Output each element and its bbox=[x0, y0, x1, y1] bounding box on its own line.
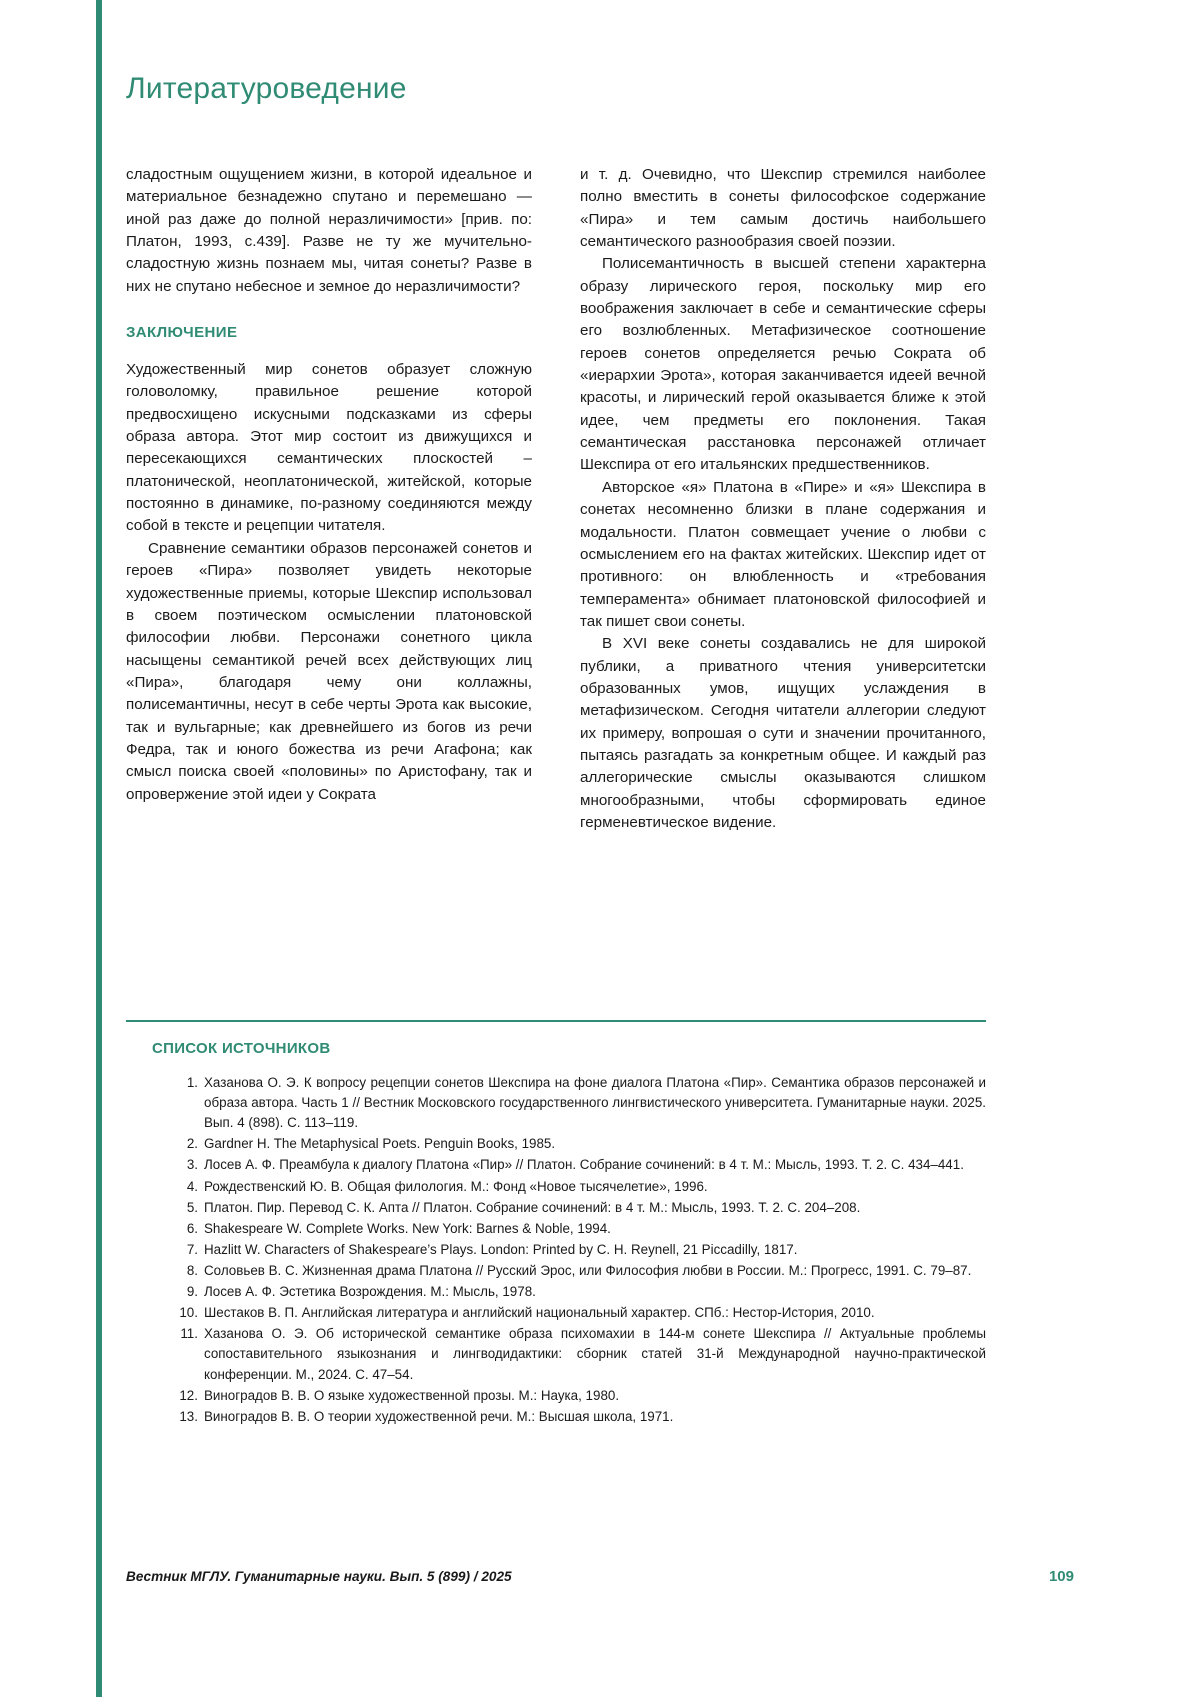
list-item: Соловьев В. С. Жизненная драма Платона // Русский Эрос, или Философия любви в России. М.: Прогресс, 1991. С. 79–87. bbox=[204, 1262, 972, 1278]
list-item: Виноградов В. В. О теории художественной речи. М.: Высшая школа, 1971. bbox=[204, 1408, 674, 1424]
list-item: Hazlitt W. Characters of Shakespeare’s Plays. London: Printed by C. H. Reynell, 21 Piccadilly, 1817. bbox=[204, 1241, 798, 1257]
page-title: Литературоведение bbox=[126, 72, 407, 105]
paragraph: Авторское «я» Платона в «Пире» и «я» Шекспира в сонетах несомненно близки в плане содержания и модальности. Платон совмещает учение о любви с осмыслением его на фактах житейских. Шекспир идет от противного: он влюбленность и «требования темперамента» обнимает платоновской философией и так пишет свои сонеты. bbox=[580, 478, 986, 630]
paragraph: Сравнение семантики образов персонажей сонетов и героев «Пира» позволяет увидеть некоторые художественные приемы, которые Шекспир использовал в своем поэтическом осмыслении платоновской философии любви. Персонажи сонетного цикла насыщены семантикой речей всех действующих лиц «Пира», благодаря чему они коллажны, полисемантичны, несут в себе черты Эрота как высокие, так и вульгарные; как древнейшего из богов из речи Федра, так и юного божества из речи Агафона; как смысл поиска своей «половины» по Аристофану, так и опровержение этой идеи у Сократа bbox=[126, 539, 532, 803]
paragraph: Художественный мир сонетов образует сложную головоломку, правильное решение которой предвосхищено искусными подсказками из сферы образа автора. Этот мир состоит из движущихся и пересекающихся семантических плоскостей – платонической, неоплатонической, житейской, которые постоянно в динамике, по-разному соединяются между собой в тексте и рецепции читателя. bbox=[126, 361, 532, 535]
list-item: Gardner H. The Metaphysical Poets. Penguin Books, 1985. bbox=[204, 1136, 556, 1152]
list-item: Шестаков В. П. Английская литература и английский национальный характер. СПб.: Нестор-История, 2010. bbox=[204, 1305, 875, 1321]
page-footer bbox=[126, 1568, 1074, 1585]
references-list bbox=[126, 1073, 986, 1427]
column-right bbox=[580, 164, 986, 834]
references-section bbox=[126, 1020, 986, 1428]
paragraph: и т. д. Очевидно, что Шекспир стремился наиболее полно вместить в сонеты философское содержание «Пира» и тем самым достичь наибольшего семантического разнообразия своей поэзии. bbox=[580, 166, 986, 251]
column-left bbox=[126, 164, 532, 834]
subsection-heading-conclusion: ЗАКЛЮЧЕНИЕ bbox=[126, 324, 238, 342]
page-content bbox=[126, 0, 986, 834]
two-column-body bbox=[126, 164, 986, 834]
list-item: Хазанова О. Э. К вопросу рецепции сонетов Шекспира на фоне диалога Платона «Пир». Семантика образов персонажей и образа автора. Часть 1 // Вестник Московского государственного лингвистического университета. Гуманитарные науки. 2025. Вып. 4 (898). С. 113–119. bbox=[204, 1075, 986, 1131]
section-divider bbox=[126, 1020, 986, 1022]
list-item: Виноградов В. В. О языке художественной прозы. М.: Наука, 1980. bbox=[204, 1387, 620, 1403]
paragraph: Полисемантичность в высшей степени характерна образу лирического героя, поскольку мир его воображения заключает в себе и семантические сферы его возлюбленных. Метафизическое соотношение героев сонетов определяется речью Сократа об «иерархии Эрота», которая заканчивается идеей вечной красоты, и лирический герой оказывается ближе к этой идее, чем предметы его поклонения. Такая семантическая расстановка персонажей отличает Шекспира от его итальянских предшественников. bbox=[580, 255, 986, 474]
list-item: Shakespeare W. Complete Works. New York: Barnes & Noble, 1994. bbox=[204, 1220, 611, 1236]
list-item: Хазанова О. Э. Об исторической семантике образа психомахии в 144-м сонете Шекспира // Актуальные проблемы сопоставительного языкознания и лингводидактики: сборник статей 31-й Международной научно-практической конференции. М., 2024. С. 47–54. bbox=[204, 1326, 986, 1382]
list-item: Лосев А. Ф. Эстетика Возрождения. М.: Мысль, 1978. bbox=[204, 1284, 536, 1300]
references-heading: СПИСОК ИСТОЧНИКОВ bbox=[152, 1040, 331, 1057]
paragraph: сладостным ощущением жизни, в которой идеальное и материальное безнадежно спутано и перемешано — иной раз даже до полной неразличимости» [прив. по: Платон, 1993, с.439]. Разве не ту же мучительно-сладостную жизнь познаем мы, читая сонеты? Разве в них не спутано небесное и земное до неразличимости? bbox=[126, 166, 532, 295]
list-item: Рождественский Ю. В. Общая филология. М.: Фонд «Новое тысячелетие», 1996. bbox=[204, 1178, 708, 1194]
paragraph: В XVI веке сонеты создавались не для широкой публики, а приватного чтения университетски образованных умов, ищущих услаждения в метафизическом. Сегодня читатели аллегории следуют их примеру, вопрошая о сути и значении прочитанного, пытаясь разгадать за конкретным общее. И каждый раз аллегорические смыслы оказываются слишком многообразными, чтобы сформировать единое герменевтическое видение. bbox=[580, 635, 986, 831]
page-number: 109 bbox=[1048, 1568, 1074, 1585]
list-item: Платон. Пир. Перевод С. К. Апта // Платон. Собрание сочинений: в 4 т. М.: Мысль, 1993. Т. 2. С. 204–208. bbox=[204, 1199, 861, 1215]
page-left-accent-rule bbox=[96, 0, 102, 1697]
list-item: Лосев А. Ф. Преамбула к диалогу Платона «Пир» // Платон. Собрание сочинений: в 4 т. М.: Мысль, 1993. Т. 2. С. 434–441. bbox=[204, 1157, 964, 1173]
journal-citation: Вестник МГЛУ. Гуманитарные науки. Вып. 5 (899) / 2025 bbox=[126, 1569, 512, 1584]
